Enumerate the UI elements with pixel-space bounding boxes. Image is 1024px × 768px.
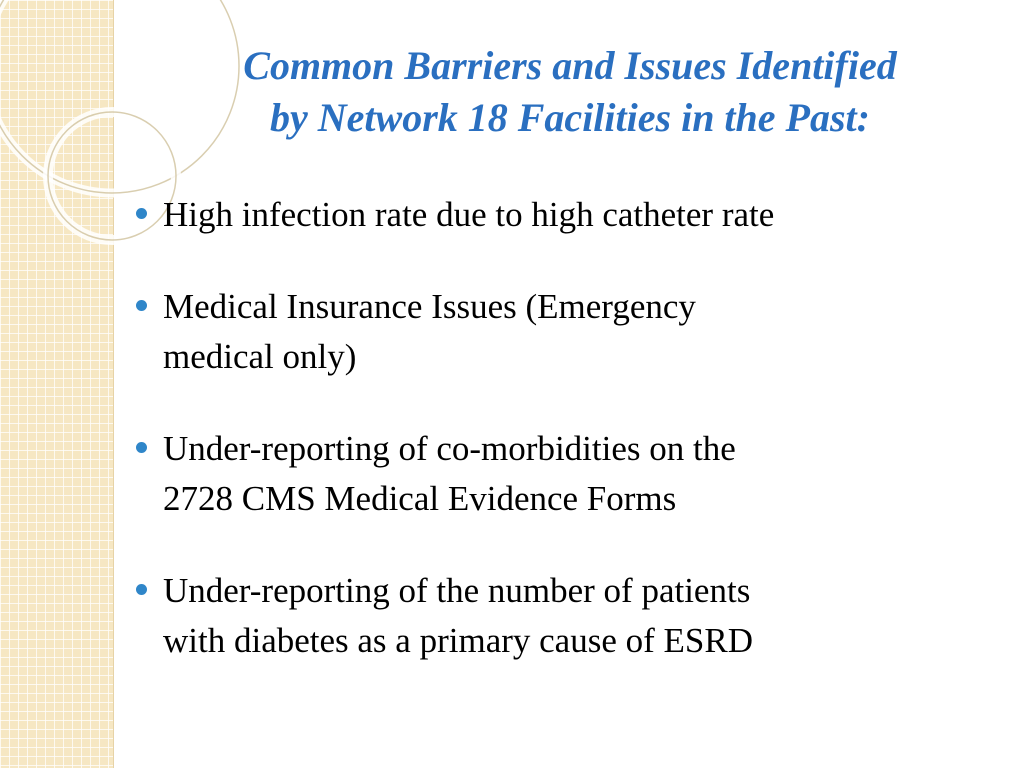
bullet-text-line-2: with diabetes as a primary cause of ESRD [163,621,753,660]
slide-title [130,40,1010,144]
bullet-dot-icon [136,208,147,219]
slide-title-line-2: by Network 18 Facilities in the Past: [270,95,870,140]
bullet-item-insurance [130,282,990,382]
slide-title-line-1: Common Barriers and Issues Identified [243,43,897,88]
bullet-dot-icon [136,584,147,595]
bullet-text-line-2: medical only) [163,337,357,376]
bullet-dot-icon [136,442,147,453]
bullet-list [130,190,990,708]
bullet-text-line-1: High infection rate due to high catheter rate [163,195,775,234]
bullet-text-line-1: Under-reporting of co-morbidities on the [163,429,736,468]
bullet-dot-icon [136,300,147,311]
bullet-item-comorbidities [130,424,990,524]
bullet-text-line-2: 2728 CMS Medical Evidence Forms [163,479,677,518]
side-grid-band [0,0,114,768]
bullet-text-line-1: Under-reporting of the number of patients [163,571,751,610]
bullet-item-diabetes [130,566,990,666]
bullet-text-line-1: Medical Insurance Issues (Emergency [163,287,696,326]
bullet-item-infection-rate [130,190,990,240]
